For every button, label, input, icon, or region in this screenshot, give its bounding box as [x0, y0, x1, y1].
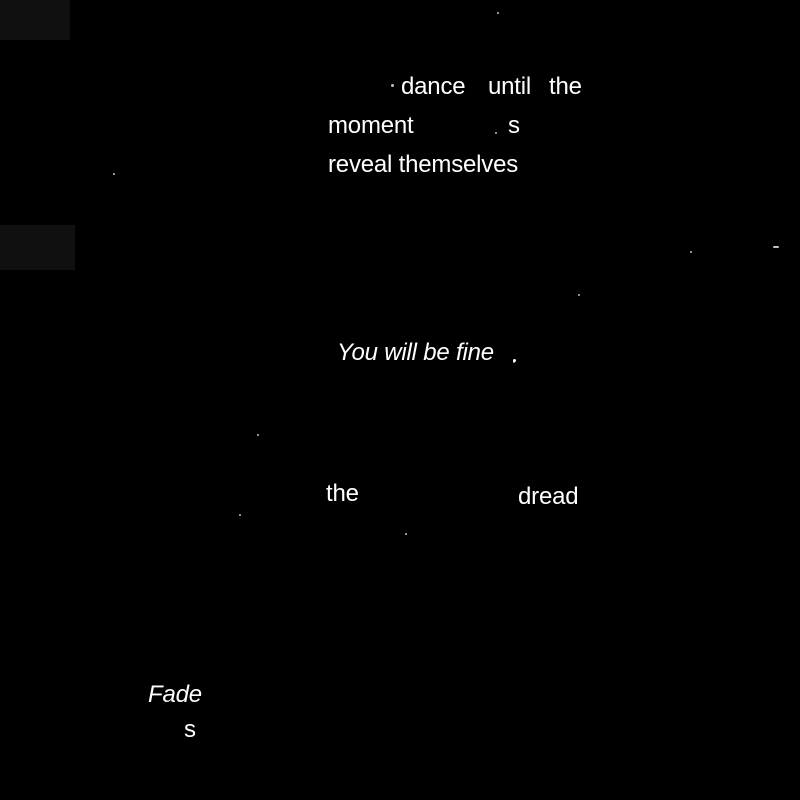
speck [495, 132, 497, 134]
poem-word-s-1: s [508, 112, 520, 139]
speck [405, 533, 407, 535]
speck [113, 173, 115, 175]
speck [578, 294, 580, 296]
poem-word-moment: moment [328, 112, 414, 139]
speck [513, 359, 516, 362]
poem-word-s-2: s [184, 716, 196, 743]
speck [257, 434, 259, 436]
poem-word-until: until [488, 73, 532, 100]
poem-phrase-reveal-themselves: reveal themselves [328, 151, 519, 178]
poem-word-dread: dread [518, 483, 579, 510]
speck [391, 84, 394, 87]
poem-word-the-1: the [549, 73, 582, 100]
speck [239, 514, 241, 516]
poem-word-the-2: the [326, 480, 359, 507]
speck [690, 251, 692, 253]
paper-scuff-top-left [0, 0, 70, 40]
speck [773, 246, 779, 248]
poem-word-fade: Fade [148, 681, 202, 708]
speck [497, 12, 499, 14]
poem-word-dance: dance [401, 73, 466, 100]
poem-phrase-you-will-be-fine: You will be fine [337, 339, 494, 366]
paper-scuff-left [0, 225, 75, 270]
